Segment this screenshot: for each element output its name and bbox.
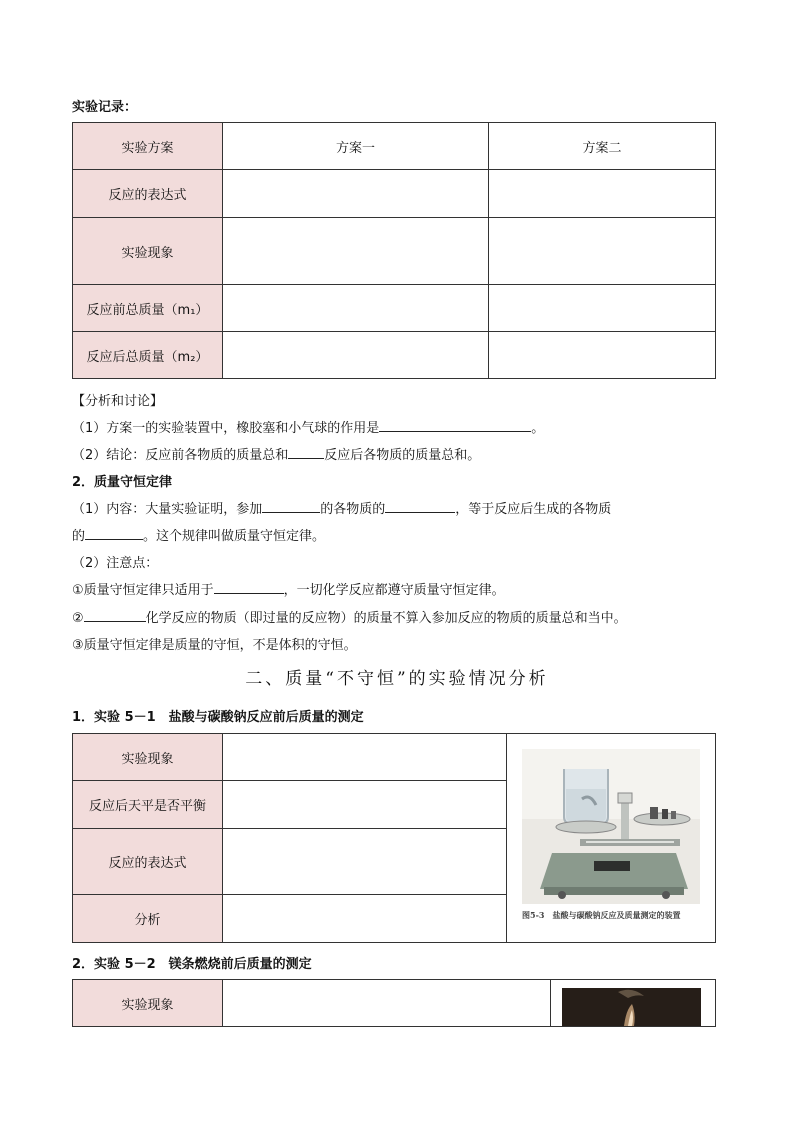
exp51-row-label: 反应的表达式 xyxy=(73,829,223,895)
answer-blank[interactable] xyxy=(84,608,146,622)
record-cell xyxy=(223,332,489,379)
answer-blank[interactable] xyxy=(214,580,284,594)
law-note-text: 化学反应的物质（即过量的反应物）的质量不算入参加反应的物质的质量总和当中。 xyxy=(145,611,627,626)
law-content-text: 。这个规律叫做质量守恒定律。 xyxy=(143,529,326,544)
law-heading: 2．质量守恒定律 xyxy=(72,475,173,490)
exp51-cell xyxy=(223,829,507,895)
record-col-plan1: 方案一 xyxy=(223,123,489,170)
record-cell xyxy=(223,170,489,218)
exp51-row-label: 实验现象 xyxy=(73,734,223,781)
answer-blank[interactable] xyxy=(379,418,531,432)
law-note-2 xyxy=(72,607,627,626)
exp52-cell xyxy=(223,980,551,1027)
analysis-q2-end: 反应后各物质的质量总和。 xyxy=(324,448,481,463)
record-row-label: 反应后总质量（m₂） xyxy=(73,332,223,379)
law-note-3: ③质量守恒定律是质量的守恒，不是体积的守恒。 xyxy=(72,638,357,653)
exp51-cell xyxy=(223,734,507,781)
record-cell xyxy=(223,218,489,285)
record-row-label: 反应前总质量（m₁） xyxy=(73,285,223,332)
law-content-line2 xyxy=(72,525,325,544)
record-col-plan2: 方案二 xyxy=(489,123,716,170)
answer-blank[interactable] xyxy=(85,526,143,540)
answer-blank[interactable] xyxy=(262,499,320,513)
record-row-label: 反应的表达式 xyxy=(73,170,223,218)
exp51-table xyxy=(72,733,716,943)
exp52-figure-cell xyxy=(551,980,716,1027)
exp52-table xyxy=(72,979,716,1027)
law-note-1 xyxy=(72,579,505,598)
law-content-text: （1）内容：大量实验证明，参加 xyxy=(72,502,263,517)
law-content-text: 的各物质的 xyxy=(320,502,386,517)
exp52-heading: 2．实验 5－2 镁条燃烧前后质量的测定 xyxy=(72,957,312,972)
law-content-line1 xyxy=(72,498,611,517)
law-note-text: ①质量守恒定律只适用于 xyxy=(72,583,214,598)
law-content-text: ，等于反应后生成的各物质 xyxy=(455,502,612,517)
analysis-q1 xyxy=(72,417,544,436)
record-cell xyxy=(489,218,716,285)
exp52-row-label: 实验现象 xyxy=(73,980,223,1027)
law-note-text: ，一切化学反应都遵守质量守恒定律。 xyxy=(283,583,505,598)
analysis-q1-end: 。 xyxy=(531,421,545,436)
law-note-text: ② xyxy=(72,611,84,626)
exp51-row-label: 分析 xyxy=(73,895,223,943)
record-header-label: 实验方案 xyxy=(73,123,223,170)
exp51-cell xyxy=(223,781,507,829)
exp51-heading: 1．实验 5－1 盐酸与碳酸钠反应前后质量的测定 xyxy=(72,710,364,725)
exp51-figure-cell xyxy=(507,734,716,943)
figure-caption: 图5-3 盐酸与碳酸钠反应及质量测定的装置 xyxy=(522,910,681,920)
law-notes-heading: （2）注意点： xyxy=(72,556,159,571)
record-cell xyxy=(489,332,716,379)
balance-photo xyxy=(522,749,700,904)
answer-blank[interactable] xyxy=(288,445,324,459)
magnesium-photo xyxy=(562,988,701,1026)
exp51-cell xyxy=(223,895,507,943)
section-title: 二、质量“不守恒”的实验情况分析 xyxy=(245,669,549,689)
exp51-row-label: 反应后天平是否平衡 xyxy=(73,781,223,829)
analysis-q2 xyxy=(72,444,480,463)
analysis-q1-text: （1）方案一的实验装置中，橡胶塞和小气球的作用是 xyxy=(72,421,380,436)
record-row-label: 实验现象 xyxy=(73,218,223,285)
record-cell xyxy=(489,285,716,332)
record-table xyxy=(72,122,716,379)
answer-blank[interactable] xyxy=(385,499,455,513)
analysis-q2-text: （2）结论：反应前各物质的质量总和 xyxy=(72,448,289,463)
record-heading: 实验记录： xyxy=(72,100,138,115)
law-content-text: 的 xyxy=(72,529,86,544)
analysis-heading: 【分析和讨论】 xyxy=(72,394,164,409)
record-cell xyxy=(489,170,716,218)
record-cell xyxy=(223,285,489,332)
